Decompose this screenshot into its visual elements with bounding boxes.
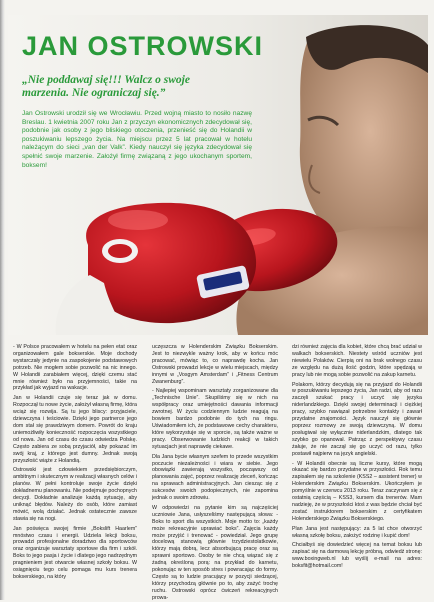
paragraph: uczęszcza w Holenderskim Związku Bokserskim. Jest to niezwykle ważny krok, aby w końcu móc pracować, mówiąc to, co naprawdę kocha. Jan Ostrowski prowadzi lekcje w wielu miejscach, między innymi w „Vosgym Amsterdam” i „Fitness Centrum Zwanenburg”.: [152, 344, 278, 385]
paragraph: Jan poświęca swojej firmie „Bokslift Haarlem” mnóstwo czasu i energii. Udziela lekcji boksu, prowadzi profesjonalne doradztwo dla sportowców oraz organizuje warsztaty sportowe dla firm i szkół. Boks to jego pasja i życie i dlatego jego nadrzędnym pragnieniem jest otwarcie własnej szkoły boksu. W osiągnięciu tego celu pomaga mu kurs trenera bokserskiego, na który: [13, 525, 137, 580]
article-title: JAN OSTROWSKI: [22, 31, 264, 61]
paragraph: - Najlepiej wspominam warsztaty zorganizowane dla „Technische Unie”. Skupiliśmy się w nich na współpracy oraz umiejętności dawania informacji zwrotnej. W życiu codziennym ludzie reagują na bowiem bardzo podobnie do tych na ringu. Uświadomiłem ich, że podstawowe cechy charakteru, które wykorzystuje się w sporcie, są także ważne w pracy. Obserwowanie ludzkich reakcji w takich sytuacjach jest naprawdę ciekawe.: [152, 388, 278, 450]
paragraph: Jan w Holandii czuje się teraz jak w domu. Rozpoczął tu nowe życie, założył własną firmę, która wciąż się rozwija. Są tu jego bliscy: przyjaciele, dziewczyna i teściowie. Dzięki jego partnerce jego dom stał się prawdziwym domem. Powrót do kraju uniemożliwiły konieczność rozpoczęcia wszystkiego od nowa. Jan od czasu do czasu odwiedza Polskę. Często zabiera ze sobą przyjaciół, aby pokazać im swój kraj, z którego jest dumny. Jednak swoją przyszłość wiąże z Holandią.: [13, 395, 137, 464]
text-column-2: [152, 344, 278, 601]
paragraph: - W Polsce pracowałem w hotelu na pełen etat oraz organizowałem gale bokserskie. Moje dochody wystarczały jedynie na zaspokojenie podstawowych potrzeb. Nie mogłem sobie pozwolić na nic innego. W Holandii zarabiałem więcej, dzięki czemu stać mnie również było na przyjemności, takie na przykład jak wyjazd na wakacje.: [13, 344, 137, 392]
hero-section: [8, 15, 428, 335]
paragraph: W odpowiedzi na pytanie kim są najczęściej uczniowie Jana, usłyszeliśmy następującą słowa: - Boks to sport dla wszystkich. Moje motto to: „każdy może rekreacyjnie uprawiać boks”. Zajęcia każdy może przyjść i trenować - powiedział. Jego grupę docelową stanowią głównie trzydziestolatkowie, którzy mają dobrą, lecz absorbującą pracę oraz są sprawni sportowo. Osoby te nie chcą wiązać się z żadną określoną porą: na przykład do karnetu, pokonując w ten sposób stres i powracając do formy. Często są to ludzie pracujący w pozycji siedzącej, którzy przychodzą głównie po to, aby zażyć trochę ruchu. Ostrowski oprócz ćwiczeń rekreacyjnych prowa-: [152, 504, 278, 601]
paragraph: Chciałbyś się dowiedzieć więcej na temat boksu lub zapisać się na darmową lekcję próbną, odwiedź stronę: www.boxingweb.nl lub wyślij e-mail na adres: boksfit@hotmail.com!: [292, 542, 422, 570]
boxer-photo: [8, 15, 428, 335]
paragraph: - W Holandii obecnie są liczne kursy, które mogą okazać się bardzo przydatne w przyszłości. Rok temu zapisałem się na szkolenie (KSS2 – assistent trener) w Holenderskim Związku Bokserskim. Ukończyłem je pomyślnie w czerwcu 2013 roku. Teraz zaczynam się z ostatnią częścią – KSS3, kursem dla trenerów. Mam nadzieję, że w przyszłości ktoś z was będzie chciał być zostać instruktorem bokserskim z certyfikatem Holenderskiego Związku Bokserskiego.: [292, 460, 422, 522]
paragraph: Polakom, którzy decydują się na przyjazd do Holandii w poszukiwaniu lepszego życia, Jan radzi, aby od razu zaczęli szukać pracy i uczyć się języka niderlandzkiego. Dzięki swojej determinacji i ciężkiej pracy, szybko nawiązał potrzebne kontakty i zawarł przydatne znajomości. Język nauczył się głównie poprzez rozmowy ze swoją dziewczyną. W domu posługiwał się wyłącznie niderlandzkim, dlatego tak szybko go opanował. Patrząc z perspektywy czasu żałuje, że nie zaczął się go uczyć od razu, tylko postawił najpierw na język angielski.: [292, 381, 422, 457]
paragraph: Dla Jana bycie własnym szefem to przede wszystkim poczucie niezależności i wiara w siebie. Jego obowiązki zawierają wszystko, począwszy od planowania zajęć, poprzez realizację zleceń, kończąc na sprawach administracyjnych. Jan ciesząc się z sukcesów swoich podopiecznych, nie zapomina jednak o swoim zdrowiu.: [152, 453, 278, 502]
page-fold-shadow: [0, 0, 5, 600]
article-quote: „Nie poddawaj się!!! Walcz o swoje marzenia. Nie ograniczaj się.”: [22, 74, 190, 99]
paragraph: Plan Jana jest następujący: za 5 lat chce otworzyć własną szkołę boksu, założyć rodzinę i kupić dom!: [292, 525, 422, 539]
paragraph: Ostrowski jest człowiekiem przedsiębiorczym, ambitnym i skutecznym w realizacji własnych celów i planów. W pełni kontroluje swoje życie dzięki dokładnemu planowaniu. Nie podejmuje pochopnych decyzji. Dokładnie analizuje każdą sytuację, aby uniknąć błędów. Należy do osób, które zamiast mówić, wolą działać. Jednak ostatecznie zawsze stawia się na nogi.: [13, 467, 137, 522]
paragraph: dzi również zajęcia dla kobiet, które chcą brać udział w walkach bokserskich. Niestety wśród uczniów jest niewielu Polaków. Cierpią oni na brak wolnego czasu ze względu na dużą ilość godzin, które spędzają w pracy lub nie mogą sobie pozwolić na zakup karnetu.: [292, 344, 422, 378]
article-intro: Jan Ostrowski urodził się we Wrocławiu. Przed wojną miasto to nosiło nazwę Breslau. 1 kwietnia 2007 roku Jan z przyczyn ekonomicznych zdecydował się, podobnie jak osoby z jego bliskiego otoczenia, przenieść się do Holandii w poszukiwaniu lepszego życia. Na miejscu przez 5 lat pracował w hotelu należącym do sieci „van der Valk”. Kiedy nauczył się języka zdecydował się spełnić swoje marzenie. Założył firmę związaną z jego ukochanym sportem, boksem!: [22, 110, 252, 169]
text-column-3: [292, 344, 422, 594]
text-column-1: [13, 344, 137, 594]
